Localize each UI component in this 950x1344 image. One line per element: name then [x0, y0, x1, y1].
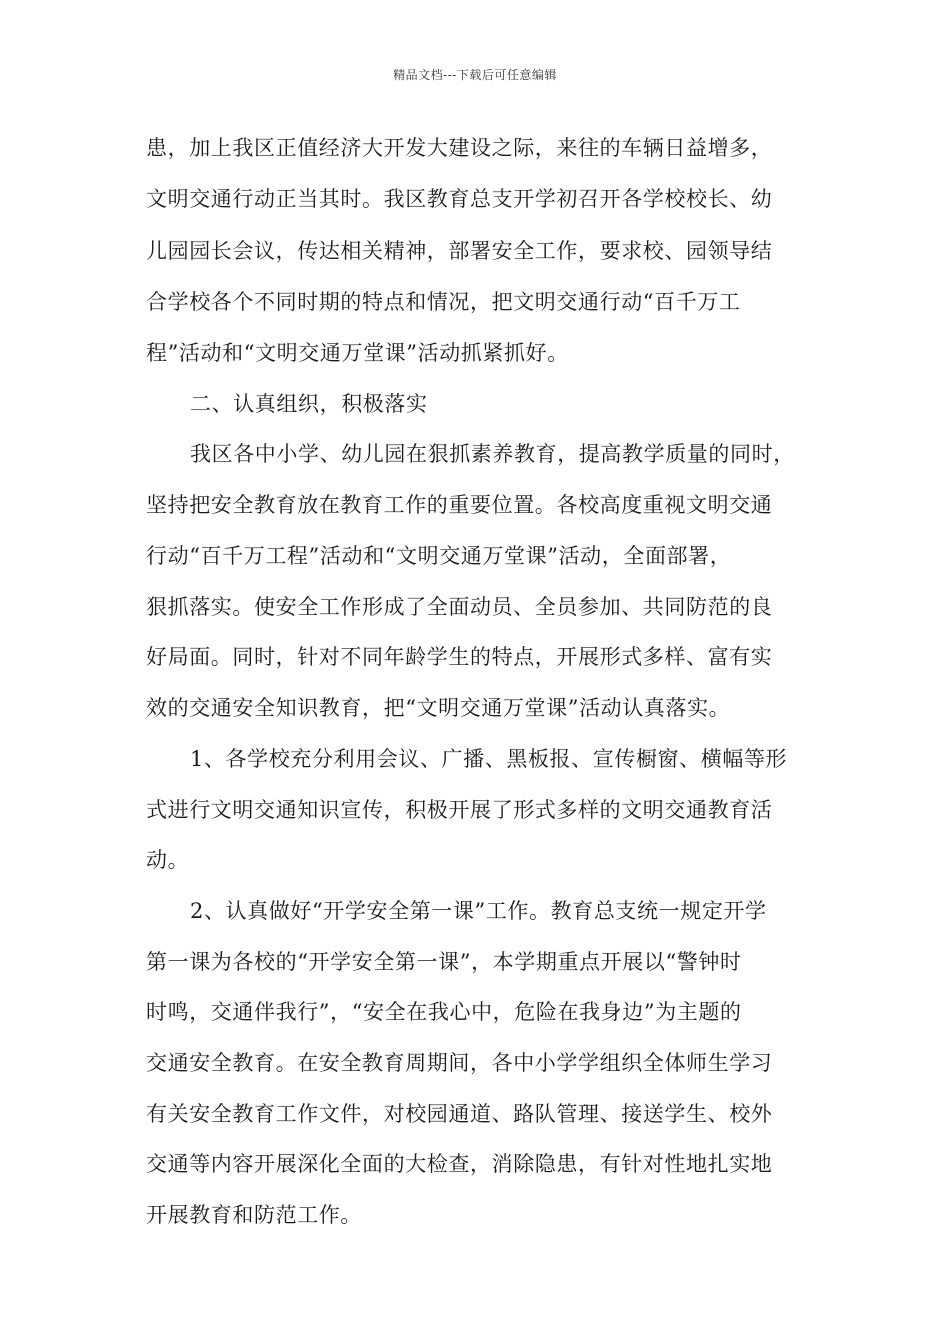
- body-line: 我区各中小学、幼儿园在狠抓素养教育，提高教学质量的同时，: [190, 442, 795, 466]
- body-line: 交通安全教育。在安全教育周期间，各中小学学组织全体师生学习: [146, 1051, 773, 1075]
- body-line: 时鸣，交通伴我行”，“安全在我心中，危险在我身边”为主题的: [146, 1000, 742, 1024]
- list-item-1: 1、各学校充分利用会议、广播、黑板报、宣传橱窗、横幅等形: [190, 747, 788, 771]
- body-line: 动。: [146, 848, 190, 872]
- body-line: 合学校各个不同时期的特点和情况，把文明交通行动“百千万工: [146, 290, 741, 314]
- body-line: 式进行文明交通知识宣传，积极开展了形式多样的文明交通教育活: [146, 798, 773, 822]
- body-line: 好局面。同时，针对不同年龄学生的特点，开展形式多样、富有实: [146, 645, 773, 669]
- body-line: 狠抓落实。使安全工作形成了全面动员、全员参加、共同防范的良: [146, 595, 773, 619]
- body-line: 儿园园长会议，传达相关精神，部署安全工作，要求校、园领导结: [146, 239, 773, 263]
- body-line: 第一课为各校的“开学安全第一课”，本学期重点开展以“警钟时: [146, 950, 742, 974]
- body-line: 患，加上我区正值经济大开发大建设之际，来往的车辆日益增多，: [146, 136, 773, 160]
- body-line: 效的交通安全知识教育，把“文明交通万堂课”活动认真落实。: [146, 696, 731, 720]
- body-line: 程”活动和“文明交通万堂课”活动抓紧抓好。: [146, 341, 569, 365]
- body-line: 文明交通行动正当其时。我区教育总支开学初召开各学校校长、幼: [146, 187, 773, 211]
- body-line: 坚持把安全教育放在教育工作的重要位置。各校高度重视文明交通: [146, 493, 773, 517]
- body-line: 有关安全教育工作文件，对校园通道、路队管理、接送学生、校外: [146, 1102, 773, 1126]
- body-line: 行动“百千万工程”活动和“文明交通万堂课”活动，全面部署，: [146, 544, 732, 568]
- body-line: 开展教育和防范工作。: [146, 1203, 362, 1227]
- page-header: 精品文档---下载后可任意编辑: [393, 68, 557, 82]
- section-heading: 二、认真组织，积极落实: [190, 392, 428, 416]
- body-line: 交通等内容开展深化全面的大检查，消除隐患，有针对性地扎实地: [146, 1152, 773, 1176]
- list-item-2: 2、认真做好“开学安全第一课”工作。教育总支统一规定开学: [190, 899, 767, 923]
